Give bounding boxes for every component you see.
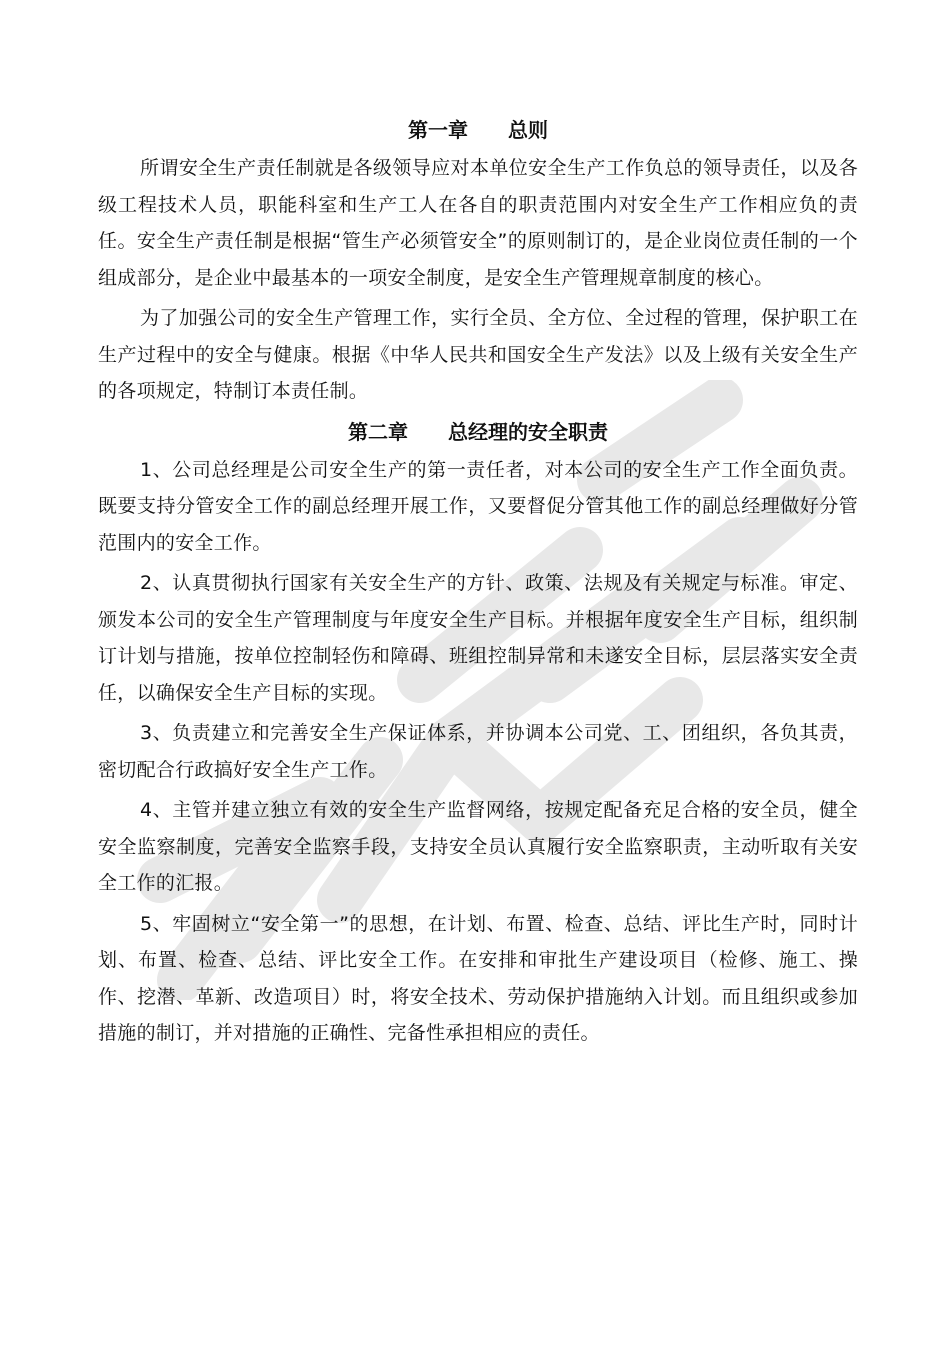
chapter1-paragraph-2: 为了加强公司的安全生产管理工作，实行全员、全方位、全过程的管理，保护职工在生产过程中的安全与健康。根据《中华人民共和国安全生产发法》以及上级有关安全生产的各项规定，特制订本责任制。	[98, 307, 858, 402]
chapter1-paragraph-1: 所谓安全生产责任制就是各级领导应对本单位安全生产工作负总的领导责任，以及各级工程技术人员，职能科室和生产工人在各自的职责范围内对安全生产工作相应负的责任。安全生产责任制是根据“管生产必须管安全”的原则制订的，是企业岗位责任制的一个组成部分，是企业中最基本的一项安全制度，是安全生产管理规章制度的核心。	[98, 157, 858, 289]
chapter2-title: 第二章 总经理的安全职责	[348, 419, 608, 444]
chapter2-paragraph-1: 1、公司总经理是公司安全生产的第一责任者，对本公司的安全生产工作全面负责。既要支持分管安全工作的副总经理开展工作，又要督促分管其他工作的副总经理做好分管范围内的安全工作。	[98, 458, 858, 554]
chapter2-paragraph-4: 4、主管并建立独立有效的安全生产监督网络，按规定配备充足合格的安全员，健全安全监察制度，完善安全监察手段，支持安全员认真履行安全监察职责，主动听取有关安全工作的汇报。	[98, 799, 858, 894]
chapter1-title: 第一章 总则	[408, 118, 548, 142]
chapter2-paragraph-5: 5、牢固树立“安全第一”的思想，在计划、布置、检查、总结、评比生产时，同时计划、布置、检查、总结、评比安全工作。在安排和审批生产建设项目（检修、施工、操作、挖潜、革新、改造项目）时，将安全技术、劳动保护措施纳入计划。而且组织或参加措施的制订，并对措施的正确性、完备性承担相应的责任。	[98, 912, 858, 1044]
document-body	[98, 112, 858, 1052]
chapter2-paragraph-3: 3、负责建立和完善安全生产保证体系，并协调本公司党、工、团组织，各负其责，密切配合行政搞好安全生产工作。	[98, 722, 858, 781]
chapter2-paragraph-2: 2、认真贯彻执行国家有关安全生产的方针、政策、法规及有关规定与标准。审定、颁发本公司的安全生产管理制度与年度安全生产目标。并根据年度安全生产目标，组织制订计划与措施，按单位控制轻伤和障碍、班组控制异常和未遂安全目标，层层落实安全责任，以确保安全生产目标的实现。	[98, 572, 858, 704]
